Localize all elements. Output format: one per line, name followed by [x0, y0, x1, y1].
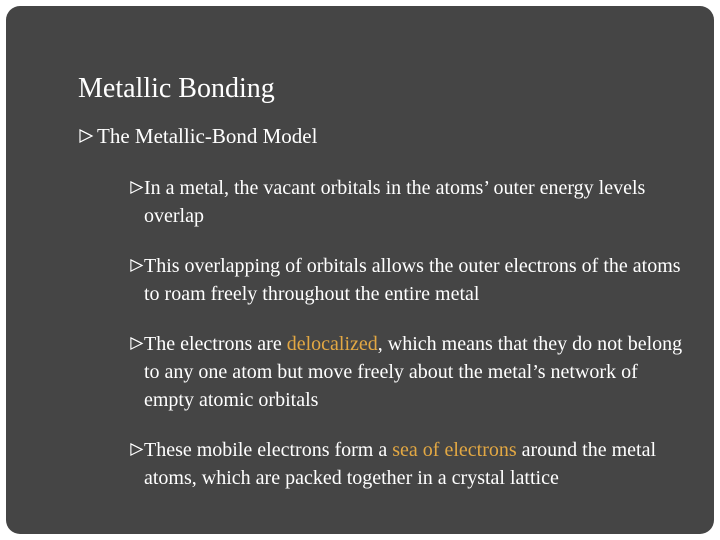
bullet-icon	[129, 336, 144, 351]
bullet-text: This overlapping of orbitals allows the outer electrons of the atoms to roam freely throughout the entire metal	[144, 255, 681, 305]
highlight-term-sea-of-electrons: sea of electrons	[392, 439, 517, 461]
bullet-item-3	[126, 330, 686, 414]
bullet-list	[126, 174, 686, 514]
bullet-text: These mobile electrons form a	[144, 439, 393, 461]
bullet-text: The electrons are	[144, 333, 287, 355]
slide-title: Metallic Bonding	[78, 73, 275, 104]
slide	[6, 6, 714, 534]
bullet-icon	[129, 442, 144, 457]
highlight-term-delocalized: delocalized	[286, 333, 378, 355]
bullet-item-1	[126, 174, 686, 230]
bullet-icon	[129, 180, 144, 195]
bullet-icon	[78, 128, 94, 144]
bullet-text: , which means that they do not belong to any one atom but move freely about the metal’s network of empty atomic orbitals	[144, 333, 683, 411]
bullet-icon	[129, 258, 144, 273]
bullet-item-2	[126, 252, 686, 308]
bullet-level1	[78, 122, 317, 150]
bullet-level1-text: The Metallic-Bond Model	[97, 124, 318, 148]
bullet-text: In a metal, the vacant orbitals in the atoms’ outer energy levels overlap	[144, 177, 646, 227]
bullet-text: around the metal atoms, which are packed together in a crystal lattice	[144, 439, 657, 489]
bullet-item-4	[126, 436, 686, 492]
